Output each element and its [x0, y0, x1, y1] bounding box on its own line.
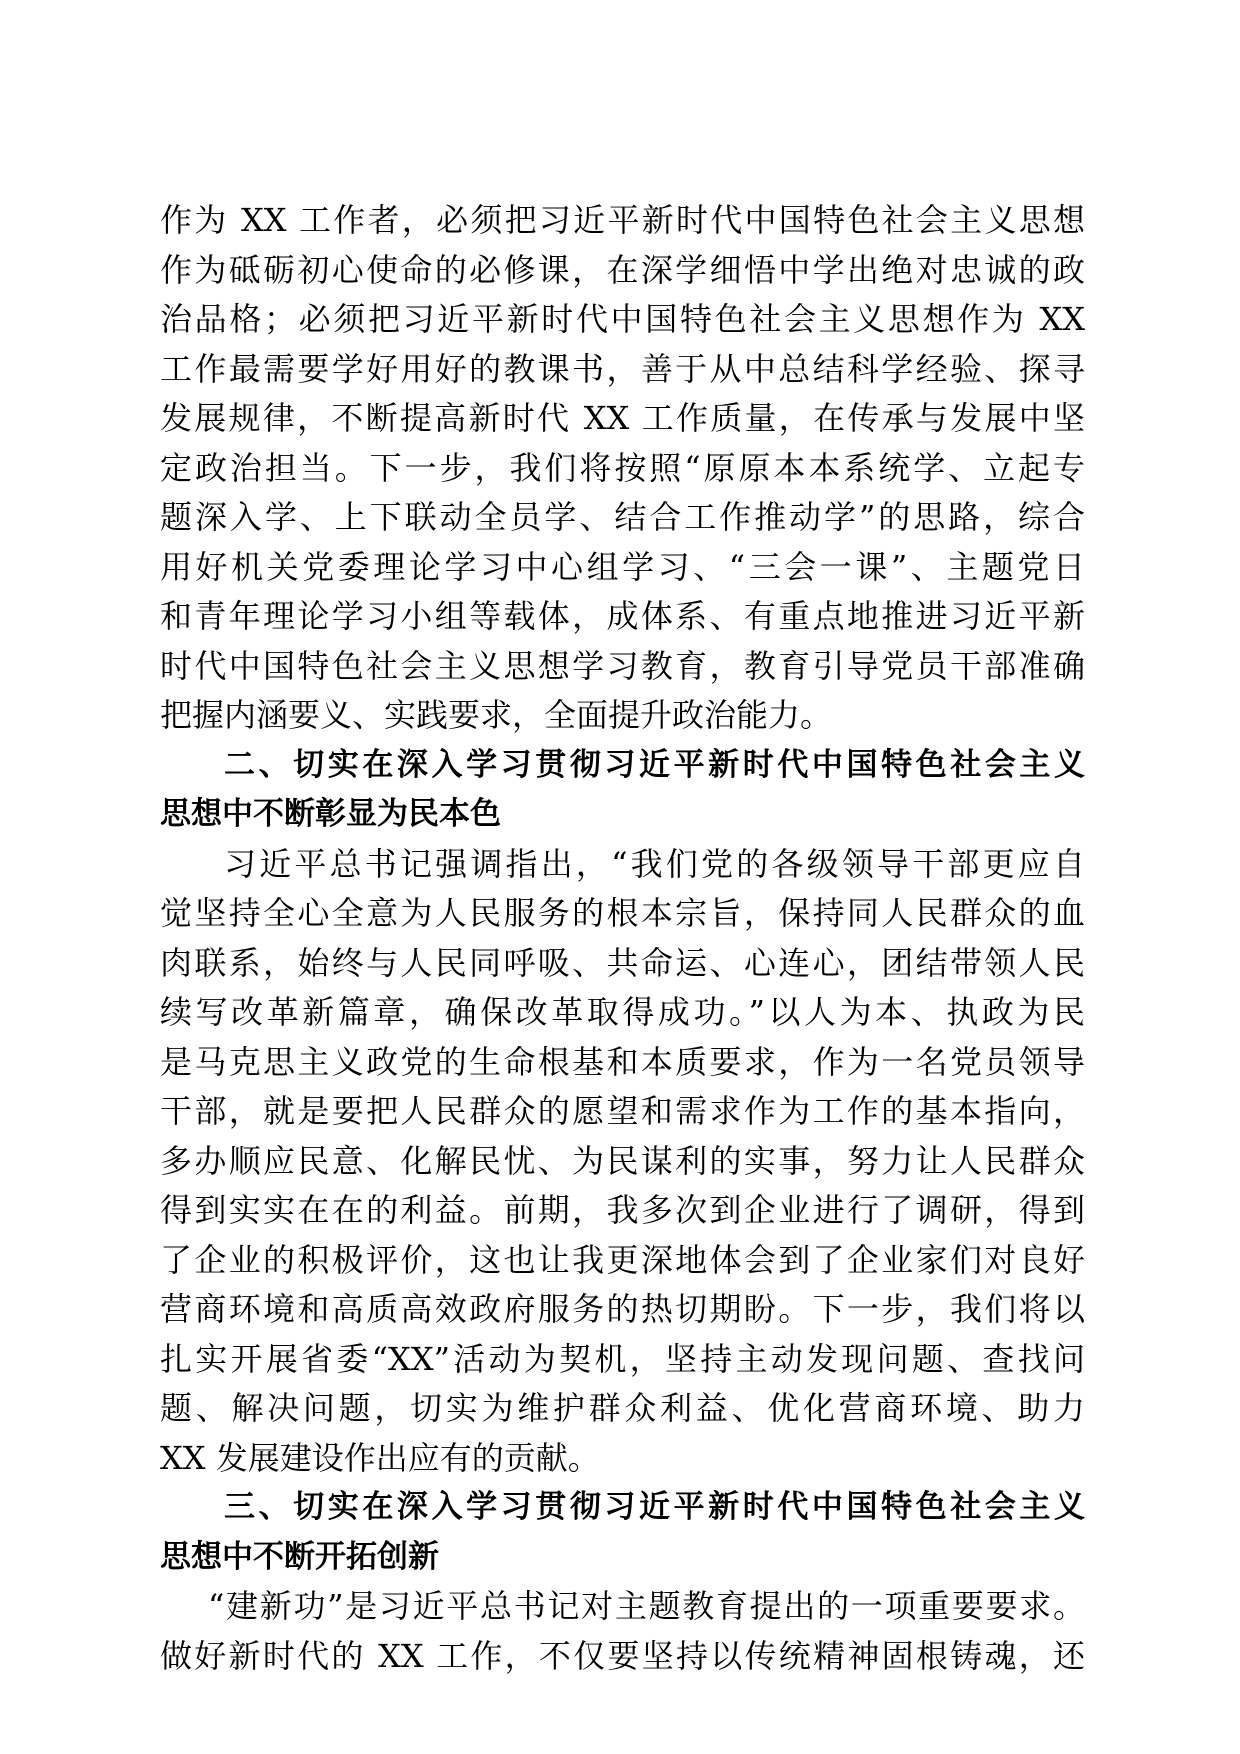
text-line: 得到实实在在的利益。前期，我多次到企业进行了调研，得到: [160, 1191, 1085, 1229]
text-line: 题深入学、上下联动全员学、结合工作推动学”的思路，综合: [160, 498, 1085, 536]
text-line: 治品格；必须把习近平新时代中国特色社会主义思想作为 XX: [160, 300, 1085, 338]
text-line: 和青年理论学习小组等载体，成体系、有重点地推进习近平新: [160, 597, 1085, 635]
text-line: 作为 XX 工作者，必须把习近平新时代中国特色社会主义思想: [160, 201, 1085, 239]
text-line: 多办顺应民意、化解民忧、为民谋利的实事，努力让人民群众: [160, 1141, 1085, 1180]
text-line: 用好机关党委理论学习中心组学习、“三会一课”、主题党日: [160, 547, 1085, 586]
text-line: 定政治担当。下一步，我们将按照“原原本本系统学、立起专: [160, 448, 1085, 487]
text-line: 扎实开展省委“XX”活动为契机，坚持主动发现问题、查找问: [160, 1339, 1085, 1378]
section-heading-2: [160, 741, 1085, 840]
text-line: 肉联系，始终与人民同呼吸、共命运、心连心，团结带领人民: [160, 943, 1085, 982]
text-line: “建新功”是习近平总书记对主题教育提出的一项重要要求。: [208, 1587, 1085, 1625]
text-line: 发展规律，不断提高新时代 XX 工作质量，在传承与发展中坚: [160, 399, 1085, 437]
heading-line: 三、切实在深入学习贯彻习近平新时代中国特色社会主义: [224, 1489, 1085, 1525]
text-line: XX 发展建设作出应有的贡献。: [160, 1438, 600, 1477]
paragraph-1: [160, 196, 1085, 741]
text-line: 习近平总书记强调指出，“我们党的各级领导干部更应自: [224, 844, 1085, 883]
section-heading-3: [160, 1483, 1085, 1582]
text-line: 续写改革新篇章，确保改革取得成功。”以人为本、执政为民: [160, 993, 1085, 1031]
text-line: 题、解决问题，切实为维护群众利益、优化营商环境、助力: [160, 1389, 1085, 1427]
document-body: [160, 196, 1085, 1681]
text-line: 时代中国特色社会主义思想学习教育，教育引导党员干部准确: [160, 646, 1085, 685]
text-line: 觉坚持全心全意为人民服务的根本宗旨，保持同人民群众的血: [160, 894, 1085, 932]
heading-line: 思想中不断开拓创新: [160, 1538, 439, 1575]
heading-line: 思想中不断彰显为民本色: [160, 796, 501, 832]
text-line: 是马克思主义政党的生命根基和本质要求，作为一名党员领导: [160, 1042, 1085, 1081]
text-line: 做好新时代的 XX 工作，不仅要坚持以传统精神固根铸魂，还: [160, 1636, 1085, 1675]
text-line: 了企业的积极评价，这也让我更深地体会到了企业家们对良好: [160, 1240, 1085, 1279]
text-line: 工作最需要学好用好的教课书，善于从中总结科学经验、探寻: [160, 349, 1085, 388]
text-line: 营商环境和高质高效政府服务的热切期盼。下一步，我们将以: [160, 1290, 1085, 1328]
paragraph-3: [160, 1582, 1085, 1681]
text-line: 干部，就是要把人民群众的愿望和需求作为工作的基本指向，: [160, 1092, 1085, 1130]
text-line: 把握内涵要义、实践要求，全面提升政治能力。: [160, 696, 833, 734]
paragraph-2: [160, 840, 1085, 1484]
text-line: 作为砥砺初心使命的必修课，在深学细悟中学出绝对忠诚的政: [160, 250, 1085, 289]
heading-line: 二、切实在深入学习贯彻习近平新时代中国特色社会主义: [224, 746, 1085, 783]
